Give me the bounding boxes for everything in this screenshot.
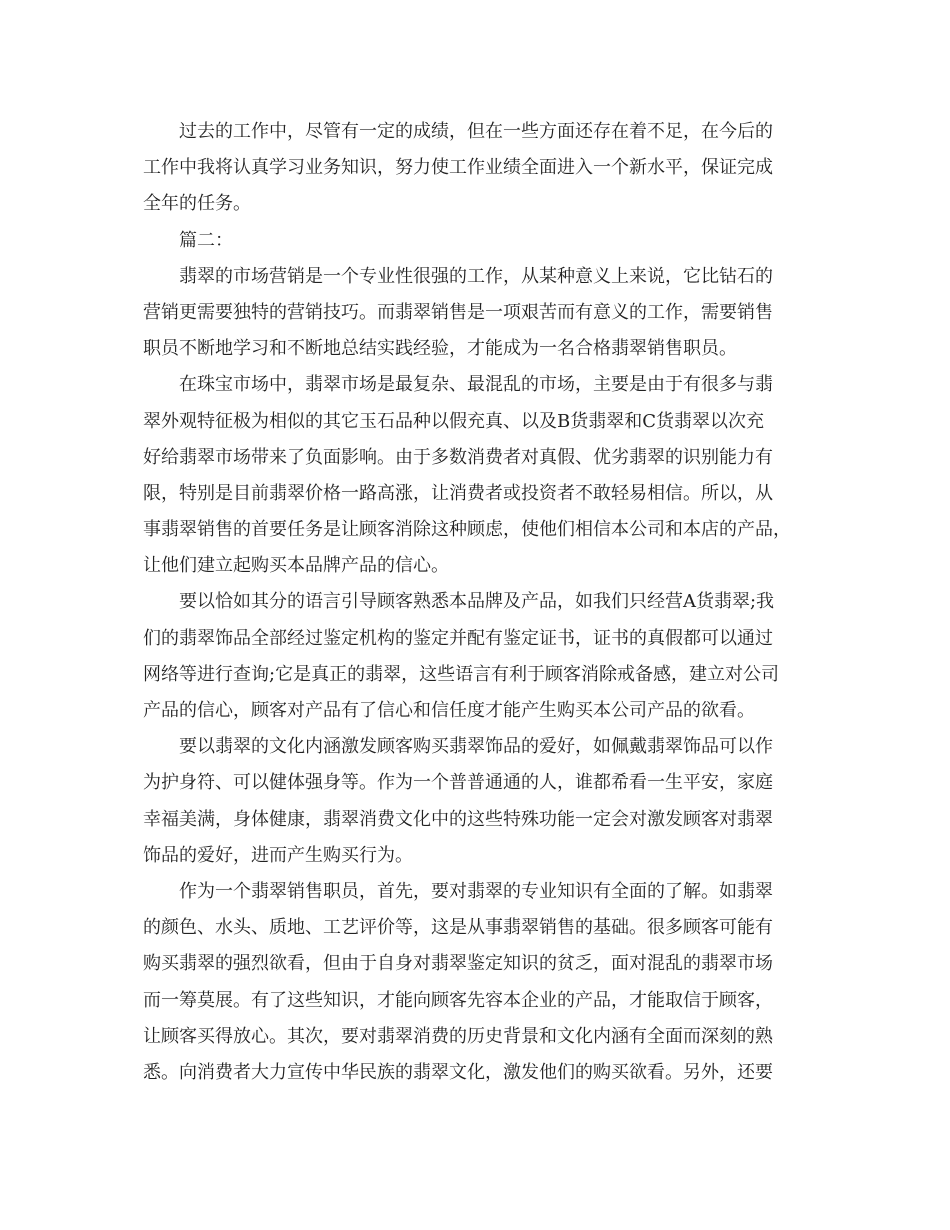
- document-body: [143, 114, 805, 1091]
- text-line: 网络等进行查询;它是真正的翡翠，这些语言有利于顾客消除戒备感，建立对公司: [143, 663, 780, 685]
- text-line: 让顾客买得放心。其次，要对翡翠消费的历史背景和文化内涵有全面而深刻的熟: [143, 1025, 773, 1047]
- text-line: 作为一个翡翠销售职员，首先，要对翡翠的专业知识有全面的了解。如翡翠: [143, 880, 773, 902]
- text-line: 营销更需要独特的营销技巧。而翡翠销售是一项艰苦而有意义的工作，需要销售: [143, 301, 773, 323]
- text-line: 为护身符、可以健体强身等。作为一个普普通通的人，谁都希看一生平安，家庭: [143, 772, 773, 794]
- text-line: 事翡翠销售的首要任务是让顾客消除这种顾虑，使他们相信本公司和本店的产品，: [143, 519, 791, 541]
- text-line: 产品的信心，顾客对产品有了信心和信任度才能产生购买本公司产品的欲看。: [143, 700, 755, 721]
- paragraph-6: [143, 874, 805, 1091]
- text-line: 要以翡翠的文化内涵激发顾客购买翡翠饰品的爱好，如佩戴翡翠饰品可以作: [143, 736, 773, 758]
- text-line: 要以恰如其分的语言引导顾客熟悉本品牌及产品，如我们只经营A货翡翠;我: [143, 591, 775, 613]
- text-line: 好给翡翠市场带来了负面影响。由于多数消费者对真假、优劣翡翠的识别能力有: [143, 446, 773, 468]
- text-line: 幸福美满，身体健康，翡翠消费文化中的这些特殊功能一定会对激发顾客对翡翠: [143, 808, 773, 830]
- text-line: 让他们建立起购买本品牌产品的信心。: [143, 555, 449, 577]
- paragraph-4: [143, 584, 805, 729]
- paragraph-3: [143, 367, 805, 584]
- paragraph-2: [143, 259, 805, 368]
- paragraph-1: [143, 114, 805, 223]
- text-line: 篇二：: [143, 229, 233, 251]
- text-line: 翠外观特征极为相似的其它玉石品种以假充真、以及B货翡翠和C货翡翠以次充: [143, 410, 764, 432]
- text-line: 的颜色、水头、质地、工艺评价等，这是从事翡翠销售的基础。很多顾客可能有: [143, 917, 773, 939]
- text-line: 全年的任务。: [143, 193, 251, 215]
- text-line: 职员不断地学习和不断地总结实践经验，才能成为一名合格翡翠销售职员。: [143, 338, 737, 360]
- text-line: 而一筹莫展。有了这些知识，才能向顾客先容本企业的产品，才能取信于顾客，: [143, 989, 773, 1011]
- text-line: 工作中我将认真学习业务知识，努力使工作业绩全面进入一个新水平，保证完成: [143, 157, 773, 179]
- text-line: 限，特别是目前翡翠价格一路高涨，让消费者或投资者不敢轻易相信。所以，从: [143, 482, 773, 504]
- text-line: 饰品的爱好，进而产生购买行为。: [143, 844, 413, 866]
- paragraph-5: [143, 729, 805, 874]
- text-line: 们的翡翠饰品全部经过鉴定机构的鉴定并配有鉴定证书，证书的真假都可以通过: [143, 627, 773, 649]
- text-line: 在珠宝市场中，翡翠市场是最复杂、最混乱的市场，主要是由于有很多与翡: [143, 374, 773, 396]
- text-line: 悉。向消费者大力宣传中华民族的翡翠文化，激发他们的购买欲看。另外，还要: [143, 1061, 773, 1083]
- text-line: 过去的工作中，尽管有一定的成绩，但在一些方面还存在着不足，在今后的: [143, 121, 773, 142]
- text-line: 购买翡翠的强烈欲看，但由于自身对翡翠鉴定知识的贫乏，面对混乱的翡翠市场: [143, 953, 773, 975]
- text-line: 翡翠的市场营销是一个专业性很强的工作，从某种意义上来说，它比钻石的: [143, 265, 773, 287]
- section-heading: [143, 223, 805, 259]
